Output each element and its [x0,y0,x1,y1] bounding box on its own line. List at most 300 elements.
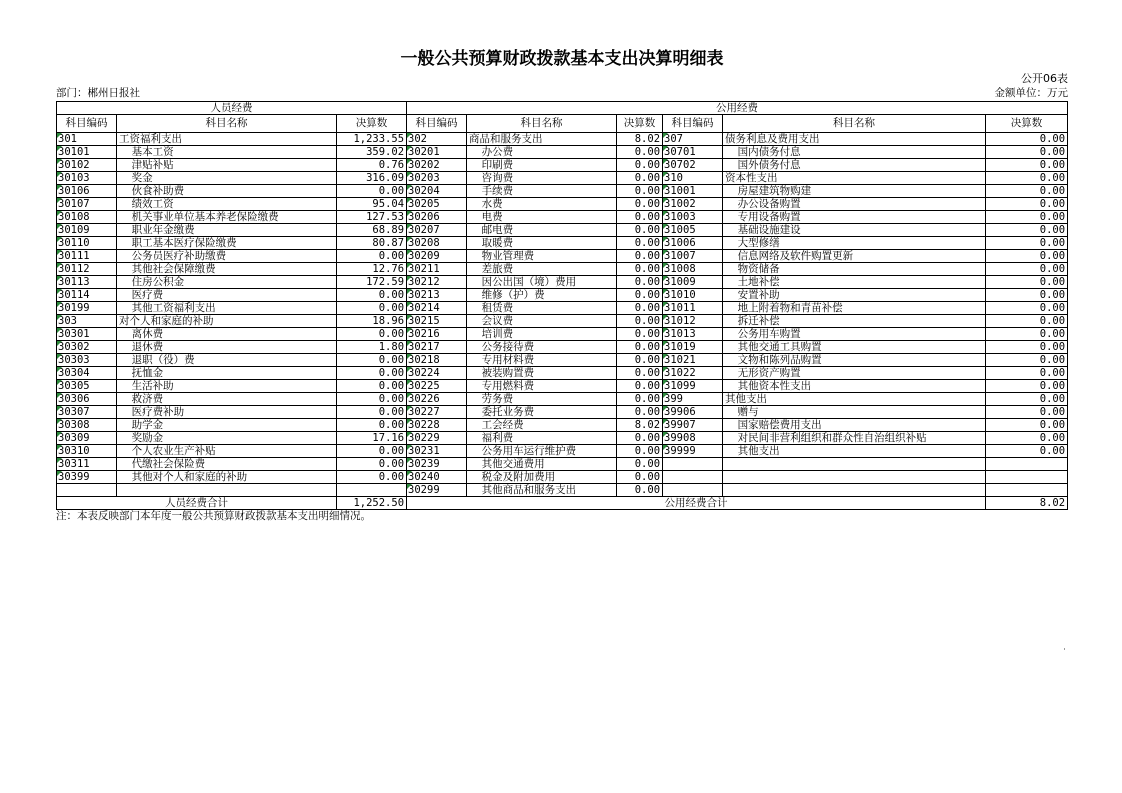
name-cell: 对个人和家庭的补助 [117,315,337,328]
expenditure-table [56,101,1068,510]
table-row [57,146,1068,159]
table-row [57,198,1068,211]
name-cell: 大型修缮 [723,237,986,250]
table-row [57,224,1068,237]
code-cell: 31001 [663,185,723,198]
amount-cell: 0.00 [986,341,1068,354]
code-cell [663,484,723,497]
amount-cell: 0.00 [617,445,663,458]
name-cell: 会议费 [467,315,617,328]
code-cell: 30299 [407,484,467,497]
code-cell: 30217 [407,341,467,354]
amount-cell: 0.00 [986,146,1068,159]
name-cell [723,471,986,484]
code-cell: 30226 [407,393,467,406]
name-cell: 税金及附加费用 [467,471,617,484]
table-row [57,341,1068,354]
code-cell: 30110 [57,237,117,250]
amount-cell: 0.00 [986,211,1068,224]
amount-cell: 1,233.55 [337,133,407,146]
name-cell: 其他工资福利支出 [117,302,337,315]
code-cell: 30109 [57,224,117,237]
name-cell: 专用设备购置 [723,211,986,224]
amount-cell: 0.00 [337,302,407,315]
code-cell: 30310 [57,445,117,458]
table-row [57,211,1068,224]
unit-label: 金额单位：万元 [994,87,1068,99]
amount-cell: 0.00 [617,263,663,276]
table-row [57,445,1068,458]
table-row [57,302,1068,315]
code-cell: 301 [57,133,117,146]
group-header-row [57,102,1068,115]
name-cell: 国家赔偿费用支出 [723,419,986,432]
table-row [57,263,1068,276]
name-cell: 专用材料费 [467,354,617,367]
table-row [57,458,1068,471]
amount-cell: 0.00 [617,211,663,224]
amount-cell: 0.00 [617,172,663,185]
col-header: 决算数 [986,115,1068,133]
amount-cell: 0.00 [986,237,1068,250]
name-cell: 机关事业单位基本养老保险缴费 [117,211,337,224]
code-cell: 30306 [57,393,117,406]
code-cell: 30240 [407,471,467,484]
amount-cell: 0.00 [617,289,663,302]
table-row [57,328,1068,341]
name-cell: 专用燃料费 [467,380,617,393]
name-cell: 伙食补助费 [117,185,337,198]
code-cell: 30229 [407,432,467,445]
amount-cell: 0.00 [617,276,663,289]
name-cell: 津贴补贴 [117,159,337,172]
column-header-row [57,115,1068,133]
name-cell: 其他交通费用 [467,458,617,471]
code-cell: 31013 [663,328,723,341]
name-cell: 电费 [467,211,617,224]
code-cell: 30239 [407,458,467,471]
amount-cell: 0.00 [986,133,1068,146]
amount-cell: 0.00 [617,328,663,341]
code-cell: 30106 [57,185,117,198]
amount-cell: 0.00 [617,341,663,354]
code-cell: 30311 [57,458,117,471]
col-header: 决算数 [337,115,407,133]
amount-cell: 12.76 [337,263,407,276]
code-cell: 31019 [663,341,723,354]
table-row [57,237,1068,250]
footnote: 注：本表反映部门本年度一般公共预算财政拨款基本支出明细情况。 [56,510,371,522]
col-header: 科目编码 [407,115,467,133]
code-cell: 31008 [663,263,723,276]
name-cell: 劳务费 [467,393,617,406]
code-cell: 30701 [663,146,723,159]
name-cell: 邮电费 [467,224,617,237]
code-cell: 30228 [407,419,467,432]
name-cell [723,458,986,471]
amount-cell: 8.02 [617,133,663,146]
code-cell: 30303 [57,354,117,367]
amount-cell: 0.00 [986,406,1068,419]
name-cell: 无形资产购置 [723,367,986,380]
amount-cell: 0.00 [617,458,663,471]
code-cell: 30199 [57,302,117,315]
name-cell: 因公出国（境）费用 [467,276,617,289]
name-cell: 对民间非营利组织和群众性自治组织补贴 [723,432,986,445]
amount-cell: 0.00 [617,471,663,484]
code-cell: 30208 [407,237,467,250]
amount-cell: 0.00 [986,432,1068,445]
name-cell: 地上附着物和青苗补偿 [723,302,986,315]
amount-cell: 0.00 [986,302,1068,315]
name-cell: 拆迁补偿 [723,315,986,328]
name-cell: 物资储备 [723,263,986,276]
report-title: 一般公共预算财政拨款基本支出决算明细表 [400,49,724,69]
amount-cell: 316.09 [337,172,407,185]
code-cell: 39906 [663,406,723,419]
amount-cell [337,484,407,497]
code-cell: 39999 [663,445,723,458]
name-cell: 绩效工资 [117,198,337,211]
amount-cell: 0.00 [337,185,407,198]
amount-cell: 0.00 [986,289,1068,302]
amount-cell [986,471,1068,484]
amount-cell: 95.04 [337,198,407,211]
amount-cell: 17.16 [337,432,407,445]
code-cell: 31022 [663,367,723,380]
name-cell: 职工基本医疗保险缴费 [117,237,337,250]
table-row [57,250,1068,263]
name-cell: 住房公积金 [117,276,337,289]
code-cell: 30216 [407,328,467,341]
code-cell: 30214 [407,302,467,315]
amount-cell: 0.76 [337,159,407,172]
name-cell: 奖励金 [117,432,337,445]
name-cell: 离休费 [117,328,337,341]
amount-cell: 18.96 [337,315,407,328]
code-cell: 30108 [57,211,117,224]
amount-cell: 0.00 [337,289,407,302]
code-cell: 30309 [57,432,117,445]
code-cell [663,458,723,471]
name-cell: 被装购置费 [467,367,617,380]
amount-cell: 0.00 [337,445,407,458]
code-cell: 30301 [57,328,117,341]
name-cell: 国外债务付息 [723,159,986,172]
code-cell: 31002 [663,198,723,211]
name-cell: 其他资本性支出 [723,380,986,393]
code-cell: 30307 [57,406,117,419]
table-row [57,276,1068,289]
table-row [57,185,1068,198]
name-cell: 医疗费 [117,289,337,302]
code-cell: 31011 [663,302,723,315]
name-cell: 其他支出 [723,393,986,406]
amount-cell: 0.00 [617,432,663,445]
name-cell: 取暖费 [467,237,617,250]
code-cell: 39907 [663,419,723,432]
code-cell: 303 [57,315,117,328]
name-cell: 医疗费补助 [117,406,337,419]
amount-cell: 1.80 [337,341,407,354]
name-cell: 委托业务费 [467,406,617,419]
name-cell: 其他社会保障缴费 [117,263,337,276]
table-row [57,315,1068,328]
name-cell: 租赁费 [467,302,617,315]
table-row [57,471,1068,484]
table-row [57,419,1068,432]
name-cell: 助学金 [117,419,337,432]
name-cell: 其他对个人和家庭的补助 [117,471,337,484]
amount-cell: 0.00 [617,484,663,497]
amount-cell: 80.87 [337,237,407,250]
department-label: 部门：郴州日报社 [56,87,140,99]
code-cell: 30209 [407,250,467,263]
name-cell: 安置补助 [723,289,986,302]
name-cell: 救济费 [117,393,337,406]
amount-cell: 8.02 [617,419,663,432]
code-cell: 30224 [407,367,467,380]
code-cell: 30213 [407,289,467,302]
code-cell [57,484,117,497]
name-cell: 其他商品和服务支出 [467,484,617,497]
table-row [57,393,1068,406]
name-cell: 印刷费 [467,159,617,172]
amount-cell: 0.00 [986,224,1068,237]
code-cell [663,471,723,484]
code-cell: 31007 [663,250,723,263]
code-cell: 30304 [57,367,117,380]
name-cell: 退休费 [117,341,337,354]
amount-cell: 0.00 [986,393,1068,406]
name-cell: 咨询费 [467,172,617,185]
code-cell: 30107 [57,198,117,211]
code-cell: 31003 [663,211,723,224]
table-row [57,289,1068,302]
total-row [57,497,1068,510]
table-row [57,432,1068,445]
total-personnel-label: 人员经费合计 [57,497,337,510]
amount-cell: 0.00 [617,224,663,237]
code-cell: 30101 [57,146,117,159]
amount-cell: 0.00 [617,380,663,393]
name-cell: 奖金 [117,172,337,185]
name-cell [723,484,986,497]
amount-cell: 0.00 [986,263,1068,276]
name-cell: 物业管理费 [467,250,617,263]
code-cell: 30308 [57,419,117,432]
name-cell: 资本性支出 [723,172,986,185]
table-row [57,133,1068,146]
amount-cell [986,458,1068,471]
amount-cell: 0.00 [986,172,1068,185]
name-cell: 土地补偿 [723,276,986,289]
form-number: 公开06表 [1021,72,1068,85]
amount-cell: 0.00 [617,393,663,406]
amount-cell: 0.00 [337,380,407,393]
amount-cell: 0.00 [986,419,1068,432]
code-cell: 30102 [57,159,117,172]
code-cell: 30211 [407,263,467,276]
col-header: 科目名称 [117,115,337,133]
name-cell: 抚恤金 [117,367,337,380]
amount-cell: 0.00 [986,328,1068,341]
amount-cell: 0.00 [986,250,1068,263]
code-cell: 30114 [57,289,117,302]
amount-cell: 0.00 [617,406,663,419]
name-cell: 代缴社会保险费 [117,458,337,471]
code-cell: 30215 [407,315,467,328]
meta-row [56,86,1068,101]
amount-cell [986,484,1068,497]
amount-cell: 0.00 [617,315,663,328]
code-cell: 31021 [663,354,723,367]
amount-cell: 127.53 [337,211,407,224]
code-cell: 30212 [407,276,467,289]
amount-cell: 0.00 [337,250,407,263]
amount-cell: 0.00 [617,354,663,367]
amount-cell: 0.00 [617,198,663,211]
name-cell: 生活补助 [117,380,337,393]
name-cell: 房屋建筑物购建 [723,185,986,198]
name-cell: 公务接待费 [467,341,617,354]
name-cell: 职业年金缴费 [117,224,337,237]
amount-cell: 0.00 [337,406,407,419]
amount-cell: 0.00 [337,328,407,341]
name-cell: 信息网络及软件购置更新 [723,250,986,263]
name-cell: 公务用车购置 [723,328,986,341]
name-cell: 手续费 [467,185,617,198]
code-cell: 31005 [663,224,723,237]
report-sheet [56,46,1068,523]
name-cell: 基础设施建设 [723,224,986,237]
amount-cell: 0.00 [337,393,407,406]
name-cell: 赠与 [723,406,986,419]
code-cell: 399 [663,393,723,406]
name-cell: 其他交通工具购置 [723,341,986,354]
name-cell: 基本工资 [117,146,337,159]
code-cell: 31009 [663,276,723,289]
code-cell: 30218 [407,354,467,367]
name-cell [117,484,337,497]
amount-cell: 0.00 [337,354,407,367]
name-cell: 福利费 [467,432,617,445]
code-cell: 30201 [407,146,467,159]
amount-cell: 0.00 [617,237,663,250]
table-row [57,354,1068,367]
total-public-label: 公用经费合计 [407,497,986,510]
code-cell: 30227 [407,406,467,419]
name-cell: 退职（役）费 [117,354,337,367]
amount-cell: 0.00 [986,367,1068,380]
code-cell: 30305 [57,380,117,393]
name-cell: 工会经费 [467,419,617,432]
amount-cell: 0.00 [986,159,1068,172]
amount-cell: 0.00 [617,302,663,315]
code-cell: 30204 [407,185,467,198]
amount-cell: 0.00 [617,146,663,159]
code-cell: 30203 [407,172,467,185]
code-cell: 31010 [663,289,723,302]
code-cell: 30112 [57,263,117,276]
name-cell: 商品和服务支出 [467,133,617,146]
amount-cell: 0.00 [617,250,663,263]
stray-mark [1064,648,1065,650]
table-row [57,159,1068,172]
col-header: 决算数 [617,115,663,133]
name-cell: 个人农业生产补贴 [117,445,337,458]
name-cell: 维修（护）费 [467,289,617,302]
amount-cell: 0.00 [337,458,407,471]
col-header: 科目名称 [723,115,986,133]
amount-cell: 0.00 [337,471,407,484]
code-cell: 39908 [663,432,723,445]
code-cell: 307 [663,133,723,146]
code-cell: 30302 [57,341,117,354]
total-public-value: 8.02 [986,497,1068,510]
code-cell: 310 [663,172,723,185]
amount-cell: 0.00 [986,354,1068,367]
code-cell: 30103 [57,172,117,185]
group-public: 公用经费 [407,102,1068,115]
name-cell: 文物和陈列品购置 [723,354,986,367]
col-header: 科目编码 [57,115,117,133]
code-cell: 31006 [663,237,723,250]
table-row [57,172,1068,185]
code-cell: 30205 [407,198,467,211]
amount-cell: 0.00 [337,419,407,432]
code-cell: 30231 [407,445,467,458]
amount-cell: 0.00 [986,185,1068,198]
table-row [57,484,1068,497]
amount-cell: 68.89 [337,224,407,237]
table-row [57,380,1068,393]
code-cell: 31012 [663,315,723,328]
code-cell: 30399 [57,471,117,484]
amount-cell: 0.00 [986,198,1068,211]
code-cell: 31099 [663,380,723,393]
table-row [57,406,1068,419]
amount-cell: 359.02 [337,146,407,159]
amount-cell: 0.00 [337,367,407,380]
group-personnel: 人员经费 [57,102,407,115]
name-cell: 工资福利支出 [117,133,337,146]
name-cell: 办公设备购置 [723,198,986,211]
amount-cell: 0.00 [986,315,1068,328]
amount-cell: 0.00 [986,276,1068,289]
amount-cell: 0.00 [617,159,663,172]
name-cell: 公务用车运行维护费 [467,445,617,458]
name-cell: 其他支出 [723,445,986,458]
total-personnel-value: 1,252.50 [337,497,407,510]
name-cell: 培训费 [467,328,617,341]
name-cell: 差旅费 [467,263,617,276]
name-cell: 办公费 [467,146,617,159]
code-cell: 30113 [57,276,117,289]
table-row [57,367,1068,380]
name-cell: 水费 [467,198,617,211]
code-cell: 30702 [663,159,723,172]
col-header: 科目名称 [467,115,617,133]
code-cell: 30225 [407,380,467,393]
code-cell: 30202 [407,159,467,172]
amount-cell: 0.00 [617,185,663,198]
name-cell: 公务员医疗补助缴费 [117,250,337,263]
code-cell: 30111 [57,250,117,263]
code-cell: 30207 [407,224,467,237]
amount-cell: 0.00 [617,367,663,380]
amount-cell: 0.00 [986,380,1068,393]
